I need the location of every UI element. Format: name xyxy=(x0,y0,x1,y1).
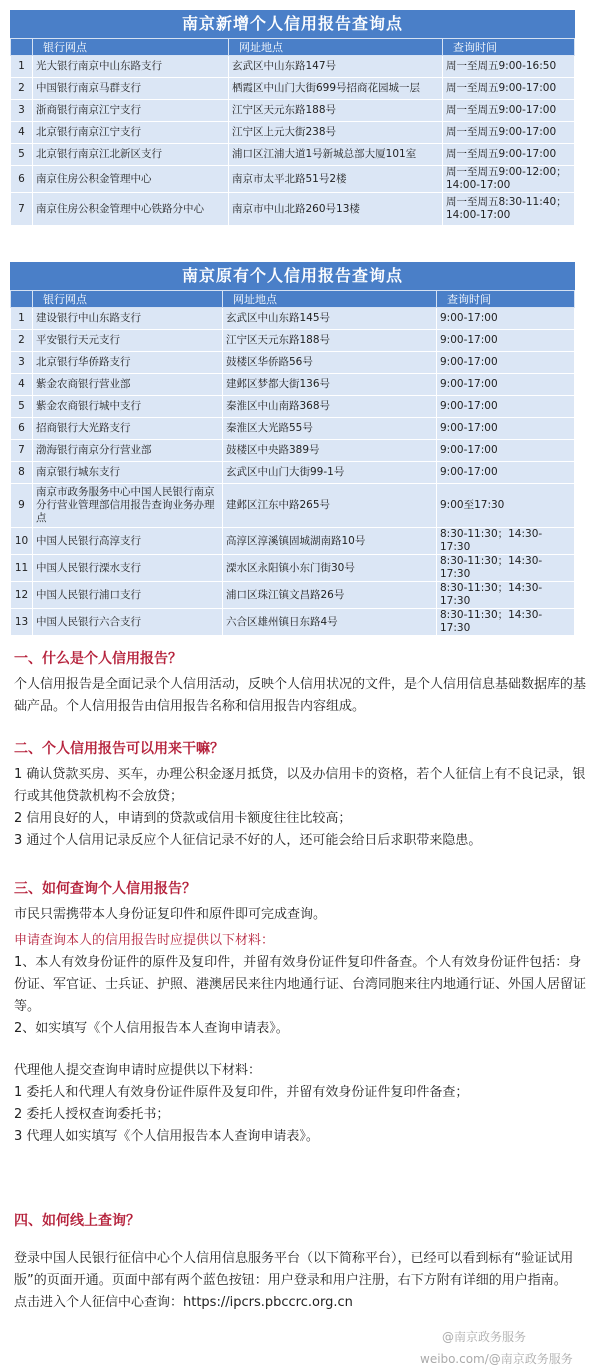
new-table xyxy=(10,38,575,226)
agent-item-3: 3 代理人如实填写《个人信用报告本人查询申请表》。 xyxy=(14,1129,319,1144)
bank-branch: 光大银行南京中山东路支行 xyxy=(33,56,229,78)
query-hours: 9:00-17:00 xyxy=(437,440,575,462)
header-bank: 银行网点 xyxy=(33,39,229,56)
section-1-heading: 一、什么是个人信用报告？ xyxy=(14,651,182,667)
bank-branch: 渤海银行南京分行营业部 xyxy=(33,440,223,462)
old-table-title: 南京原有个人信用报告查询点 xyxy=(10,262,575,290)
branch-address: 鼓楼区华侨路56号 xyxy=(223,352,437,374)
row-number: 6 xyxy=(11,166,33,193)
branch-address: 六合区雄州镇日东路4号 xyxy=(223,609,437,636)
query-hours: 8:30-11:30；14:30-17:30 xyxy=(437,555,575,582)
query-hours: 周一至周五9:00-17:00 xyxy=(443,144,575,166)
materials-heading: 申请查询本人的信用报告时应提供以下材料： xyxy=(14,933,275,948)
section-how-to-query xyxy=(14,878,590,1148)
table-row xyxy=(11,100,575,122)
query-hours: 9:00-17:00 xyxy=(437,396,575,418)
row-number: 3 xyxy=(11,100,33,122)
branch-address: 浦口区江浦大道1号新城总部大厦101室 xyxy=(229,144,443,166)
branch-address: 秦淮区中山南路368号 xyxy=(223,396,437,418)
bank-branch: 中国人民银行高淳支行 xyxy=(33,528,223,555)
query-hours: 9:00-17:00 xyxy=(437,462,575,484)
section-what-is xyxy=(14,648,590,718)
table-row xyxy=(11,374,575,396)
branch-address: 高淳区淳溪镇固城湖南路10号 xyxy=(223,528,437,555)
section-1-body: 个人信用报告是全面记录个人信用活动，反映个人信用状况的文件，是个人信用信息基础数据库的基础产品。个人信用报告由信用报告名称和信用报告内容组成。 xyxy=(14,677,587,714)
bank-branch: 招商银行大光路支行 xyxy=(33,418,223,440)
branch-address: 建邺区梦都大街136号 xyxy=(223,374,437,396)
query-hours: 周一至周五9:00-12:00；14:00-17:00 xyxy=(443,166,575,193)
table-row xyxy=(11,330,575,352)
bank-branch: 南京住房公积金管理中心铁路分中心 xyxy=(33,193,229,226)
query-hours: 周一至周五8:30-11:40；14:00-17:00 xyxy=(443,193,575,226)
branch-address: 江宁区上元大街238号 xyxy=(229,122,443,144)
section-online-query xyxy=(14,1210,590,1314)
branch-address: 浦口区珠江镇文昌路26号 xyxy=(223,582,437,609)
material-item-2: 2、如实填写《个人信用报告本人查询申请表》。 xyxy=(14,1021,289,1036)
branch-address: 溧水区永阳镇小东门街30号 xyxy=(223,555,437,582)
table-row xyxy=(11,484,575,528)
table-row xyxy=(11,396,575,418)
table-row xyxy=(11,308,575,330)
table-row xyxy=(11,462,575,484)
header-bank: 银行网点 xyxy=(33,291,223,308)
row-number: 9 xyxy=(11,484,33,528)
weibo-watermark-url: weibo.com/@南京政务服务 xyxy=(420,1352,573,1366)
row-number: 3 xyxy=(11,352,33,374)
query-hours: 9:00-17:00 xyxy=(437,330,575,352)
bank-branch: 南京市政务服务中心中国人民银行南京分行营业管理部信用报告查询业务办理点 xyxy=(33,484,223,528)
branch-address: 玄武区中山门大街99-1号 xyxy=(223,462,437,484)
bank-branch: 北京银行南京江北新区支行 xyxy=(33,144,229,166)
row-number: 6 xyxy=(11,418,33,440)
weibo-watermark-logo: @南京政务服务 xyxy=(442,1330,527,1344)
row-number: 4 xyxy=(11,374,33,396)
branch-address: 秦淮区大光路55号 xyxy=(223,418,437,440)
bank-branch: 浙商银行南京江宁支行 xyxy=(33,100,229,122)
section-usage xyxy=(14,738,590,852)
bank-branch: 平安银行天元支行 xyxy=(33,330,223,352)
branch-address: 建邺区江东中路265号 xyxy=(223,484,437,528)
query-hours: 9:00至17:30 xyxy=(437,484,575,528)
branch-address: 玄武区中山东路147号 xyxy=(229,56,443,78)
header-time: 查询时间 xyxy=(437,291,575,308)
bank-branch: 紫金农商银行营业部 xyxy=(33,374,223,396)
bank-branch: 紫金农商银行城中支行 xyxy=(33,396,223,418)
row-number: 2 xyxy=(11,330,33,352)
table-row xyxy=(11,528,575,555)
header-time: 查询时间 xyxy=(443,39,575,56)
bank-branch: 南京银行城东支行 xyxy=(33,462,223,484)
row-number: 2 xyxy=(11,78,33,100)
branch-address: 江宁区天元东路188号 xyxy=(223,330,437,352)
table-row xyxy=(11,122,575,144)
branch-address: 栖霞区中山门大街699号招商花园城一层 xyxy=(229,78,443,100)
table-row xyxy=(11,609,575,636)
bank-branch: 建设银行中山东路支行 xyxy=(33,308,223,330)
branch-address: 玄武区中山东路145号 xyxy=(223,308,437,330)
query-hours: 周一至周五9:00-17:00 xyxy=(443,78,575,100)
row-number: 1 xyxy=(11,308,33,330)
table-row xyxy=(11,555,575,582)
query-hours: 周一至周五9:00-17:00 xyxy=(443,122,575,144)
table-row xyxy=(11,166,575,193)
header-address: 网址地点 xyxy=(223,291,437,308)
new-query-points-table xyxy=(10,10,575,226)
row-number: 11 xyxy=(11,555,33,582)
branch-address: 南京市中山北路260号13楼 xyxy=(229,193,443,226)
table-row xyxy=(11,193,575,226)
bank-branch: 北京银行华侨路支行 xyxy=(33,352,223,374)
row-number: 1 xyxy=(11,56,33,78)
bank-branch: 中国人民银行浦口支行 xyxy=(33,582,223,609)
table-row xyxy=(11,56,575,78)
row-number: 13 xyxy=(11,609,33,636)
query-hours: 8:30-11:30；14:30-17:30 xyxy=(437,582,575,609)
table-row xyxy=(11,418,575,440)
old-table xyxy=(10,290,575,636)
bank-branch: 中国银行南京马群支行 xyxy=(33,78,229,100)
online-query-link[interactable]: 点击进入个人征信中心查询：https://ipcrs.pbccrc.org.cn xyxy=(14,1295,353,1310)
existing-query-points-table xyxy=(10,262,575,636)
row-number: 7 xyxy=(11,440,33,462)
row-number: 10 xyxy=(11,528,33,555)
query-intro: 市民只需携带本人身份证复印件和原件即可完成查询。 xyxy=(14,907,327,922)
header-address: 网址地点 xyxy=(229,39,443,56)
query-hours: 9:00-17:00 xyxy=(437,308,575,330)
table-row xyxy=(11,582,575,609)
online-query-body: 登录中国人民银行征信中心个人信用信息服务平台（以下简称平台），已经可以看到标有“验证试用版”的页面开通。页面中部有两个蓝色按钮：用户登录和用户注册，右下方附有详细的用户指南。 xyxy=(14,1251,574,1288)
table-row xyxy=(11,352,575,374)
row-number: 5 xyxy=(11,144,33,166)
usage-item-1: 1 确认贷款买房、买车，办理公积金逐月抵贷，以及办信用卡的资格，若个人征信上有不良记录，银行或其他贷款机构不会放贷； xyxy=(14,767,586,804)
new-table-header-row xyxy=(11,39,575,56)
branch-address: 江宁区天元东路188号 xyxy=(229,100,443,122)
branch-address: 鼓楼区中央路389号 xyxy=(223,440,437,462)
agent-item-1: 1 委托人和代理人有效身份证件原件及复印件，并留有效身份证件复印件备查； xyxy=(14,1085,469,1100)
query-hours: 周一至周五9:00-17:00 xyxy=(443,100,575,122)
bank-branch: 北京银行南京江宁支行 xyxy=(33,122,229,144)
section-4-heading: 四、如何线上查询？ xyxy=(14,1213,140,1229)
query-hours: 周一至周五9:00-16:50 xyxy=(443,56,575,78)
agent-materials-heading: 代理他人提交查询申请时应提供以下材料： xyxy=(14,1063,262,1078)
row-number: 4 xyxy=(11,122,33,144)
query-hours: 9:00-17:00 xyxy=(437,374,575,396)
row-number: 7 xyxy=(11,193,33,226)
old-table-header-row xyxy=(11,291,575,308)
table-row xyxy=(11,440,575,462)
branch-address: 南京市太平北路51号2楼 xyxy=(229,166,443,193)
table-row xyxy=(11,144,575,166)
usage-item-3: 3 通过个人信用记录反应个人征信记录不好的人，还可能会给日后求职带来隐患。 xyxy=(14,833,482,848)
query-hours: 9:00-17:00 xyxy=(437,418,575,440)
new-table-title: 南京新增个人信用报告查询点 xyxy=(10,10,575,38)
row-number: 12 xyxy=(11,582,33,609)
query-hours: 9:00-17:00 xyxy=(437,352,575,374)
query-hours: 8:30-11:30；14:30-17:30 xyxy=(437,528,575,555)
table-row xyxy=(11,78,575,100)
bank-branch: 中国人民银行六合支行 xyxy=(33,609,223,636)
row-number: 5 xyxy=(11,396,33,418)
row-number: 8 xyxy=(11,462,33,484)
query-hours: 8:30-11:30；14:30-17:30 xyxy=(437,609,575,636)
section-3-heading: 三、如何查询个人信用报告？ xyxy=(14,881,196,897)
bank-branch: 中国人民银行溧水支行 xyxy=(33,555,223,582)
material-item-1: 1、本人有效身份证件的原件及复印件，并留有效身份证件复印件备查。个人有效身份证件包括：身份证、军官证、士兵证、护照、港澳居民来往内地通行证、台湾同胞来往内地通行证、外国人居留证等。 xyxy=(14,955,587,1014)
agent-item-2: 2 委托人授权查询委托书； xyxy=(14,1107,170,1122)
section-2-heading: 二、个人信用报告可以用来干嘛？ xyxy=(14,741,224,757)
usage-item-2: 2 信用良好的人，申请到的贷款或信用卡额度往往比较高； xyxy=(14,811,352,826)
bank-branch: 南京住房公积金管理中心 xyxy=(33,166,229,193)
